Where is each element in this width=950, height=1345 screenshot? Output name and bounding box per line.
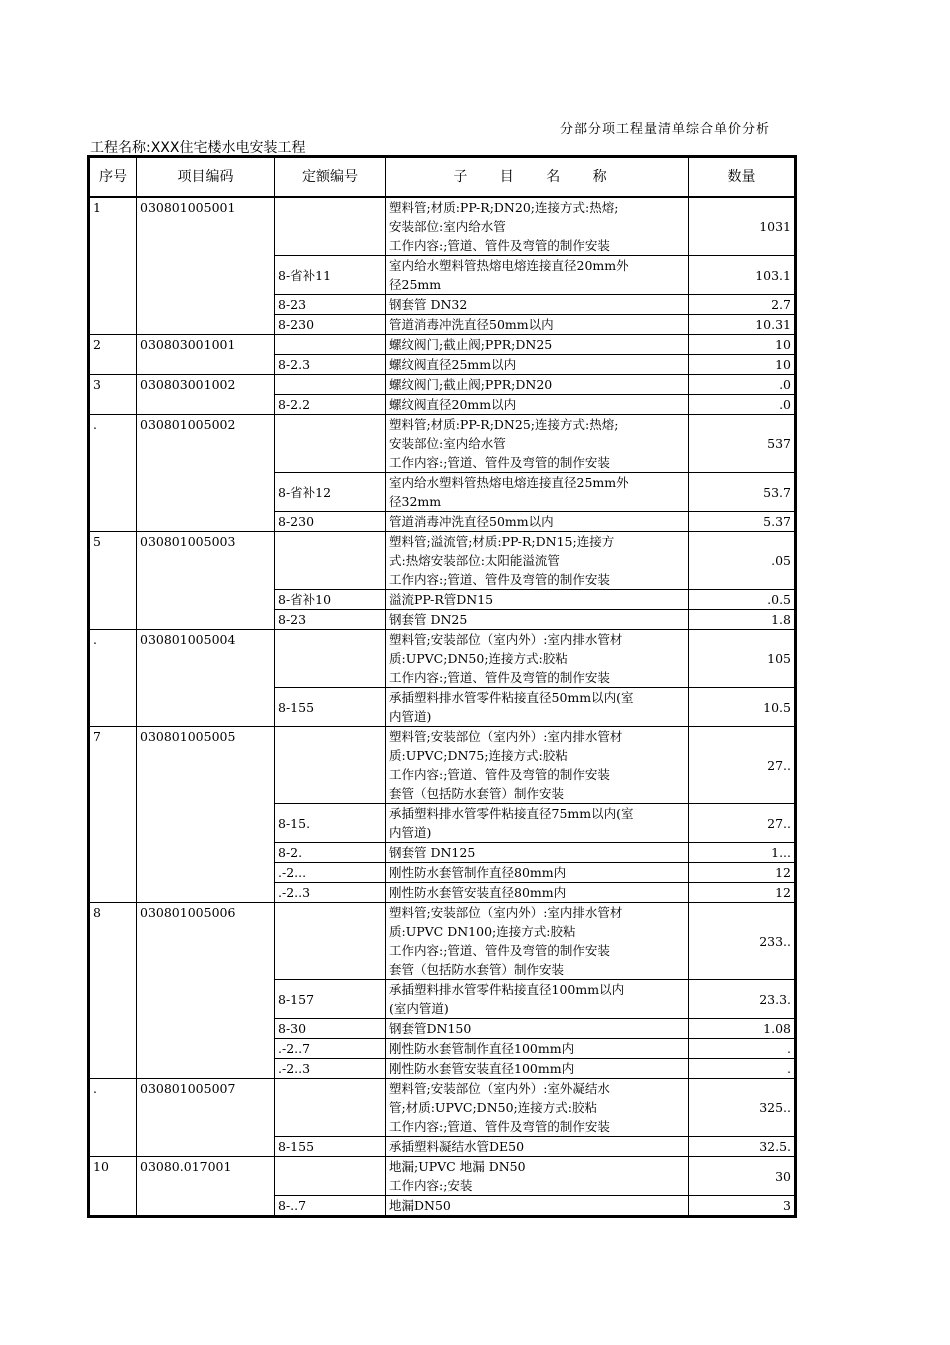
cell-quantity: 53.7 [689, 473, 795, 512]
cell-seq: 1 [90, 197, 137, 335]
column-header-qty: 数量 [689, 158, 795, 198]
cell-quota-code [275, 903, 386, 980]
cell-seq: . [90, 415, 137, 532]
cell-seq: . [90, 1079, 137, 1157]
column-header-code: 项目编码 [137, 158, 275, 198]
table-row [90, 1157, 795, 1196]
cell-seq: 10 [90, 1157, 137, 1216]
cell-item-name: 塑料管;材质:PP-R;DN20;连接方式:热熔; 安装部位:室内给水管 工作内容:;管道、管件及弯管的制作安装 [386, 197, 689, 256]
cell-item-name: 螺纹阀直径20mm以内 [386, 395, 689, 415]
document-title: 分部分项工程量清单综合单价分析 [560, 122, 771, 137]
cell-quantity: 1031 [689, 197, 795, 256]
cell-quantity: 105 [689, 630, 795, 688]
table-row [90, 903, 795, 980]
cell-quota-code: 8-230 [275, 315, 386, 335]
cell-project-code: 030801005005 [137, 727, 275, 903]
table-row [90, 1079, 795, 1137]
cell-quantity: .05 [689, 532, 795, 590]
cell-quantity: 537 [689, 415, 795, 473]
cell-quantity: . [689, 1039, 795, 1059]
cell-quantity: 5.37 [689, 512, 795, 532]
cell-quantity: 12 [689, 883, 795, 903]
cell-seq: 2 [90, 335, 137, 375]
cell-item-name: 刚性防水套管安装直径100mm内 [386, 1059, 689, 1079]
cell-project-code: 03080.017001 [137, 1157, 275, 1216]
cell-item-name: 塑料管;安装部位（室内外）:室外凝结水 管;材质:UPVC;DN50;连接方式:胶粘 工作内容:;管道、管件及弯管的制作安装 [386, 1079, 689, 1137]
cell-quantity: 1... [689, 843, 795, 863]
cell-item-name: 螺纹阀直径25mm以内 [386, 355, 689, 375]
cell-quantity: 3 [689, 1196, 795, 1216]
cell-project-code: 030801005003 [137, 532, 275, 630]
cell-quota-code [275, 1079, 386, 1137]
cell-quantity: .0 [689, 395, 795, 415]
cell-item-name: 塑料管;安装部位（室内外）:室内排水管材 质:UPVC;DN50;连接方式:胶粘 工作内容:;管道、管件及弯管的制作安装 [386, 630, 689, 688]
table-row [90, 335, 795, 355]
cell-item-name: 管道消毒冲洗直径50mm以内 [386, 315, 689, 335]
table-row [90, 630, 795, 688]
cell-quota-code: .-2..3 [275, 883, 386, 903]
cell-item-name: 钢套管 DN25 [386, 610, 689, 630]
cell-quantity: 1.8 [689, 610, 795, 630]
cell-quota-code: 8-2.2 [275, 395, 386, 415]
cell-project-code: 030803001002 [137, 375, 275, 415]
column-header-name: 子 目 名 称 [386, 158, 689, 198]
cell-quantity: 23.3. [689, 980, 795, 1019]
project-name: 工程名称:XXX住宅楼水电安装工程 [90, 140, 306, 156]
cell-item-name: 室内给水塑料管热熔电熔连接直径25mm外 径32mm [386, 473, 689, 512]
cell-quota-code [275, 335, 386, 355]
cell-item-name: 刚性防水套管制作直径80mm内 [386, 863, 689, 883]
table-row [90, 415, 795, 473]
cell-item-name: 钢套管DN150 [386, 1019, 689, 1039]
cell-quota-code [275, 532, 386, 590]
cell-item-name: 承插塑料排水管零件粘接直径50mm以内(室 内管道) [386, 688, 689, 727]
cell-quota-code: 8-30 [275, 1019, 386, 1039]
cell-item-name: 刚性防水套管制作直径100mm内 [386, 1039, 689, 1059]
cell-quantity: .0 [689, 375, 795, 395]
cell-quota-code: 8-23 [275, 295, 386, 315]
cell-item-name: 钢套管 DN32 [386, 295, 689, 315]
cell-seq: 5 [90, 532, 137, 630]
cell-quota-code: 8-2. [275, 843, 386, 863]
cell-item-name: 塑料管;安装部位（室内外）:室内排水管材 质:UPVC;DN75;连接方式:胶粘 工作内容:;管道、管件及弯管的制作安装 套管（包括防水套管）制作安装 [386, 727, 689, 804]
cell-quantity: 27.. [689, 804, 795, 843]
cell-item-name: 室内给水塑料管热熔电熔连接直径20mm外 径25mm [386, 256, 689, 295]
cell-item-name: 承插塑料排水管零件粘接直径100mm以内 (室内管道) [386, 980, 689, 1019]
cell-quota-code: 8-15. [275, 804, 386, 843]
cell-quantity: 32.5. [689, 1137, 795, 1157]
cell-quantity: 233.. [689, 903, 795, 980]
table-row [90, 532, 795, 590]
cell-project-code: 030801005001 [137, 197, 275, 335]
cell-quantity: 27.. [689, 727, 795, 804]
cell-quota-code: .-2..7 [275, 1039, 386, 1059]
cell-quota-code: 8-省补12 [275, 473, 386, 512]
cell-item-name: 承插塑料排水管零件粘接直径75mm以内(室 内管道) [386, 804, 689, 843]
cell-quantity: 10.5 [689, 688, 795, 727]
cell-seq: 3 [90, 375, 137, 415]
cell-item-name: 刚性防水套管安装直径80mm内 [386, 883, 689, 903]
cell-quota-code: .-2... [275, 863, 386, 883]
column-header-quota: 定额编号 [275, 158, 386, 198]
cell-quota-code: .-2..3 [275, 1059, 386, 1079]
cost-analysis-sheet [87, 155, 797, 1218]
cell-item-name: 螺纹阀门;截止阀;PPR;DN20 [386, 375, 689, 395]
cost-analysis-table [89, 157, 795, 1216]
cell-quota-code: 8-157 [275, 980, 386, 1019]
cell-quantity: 10 [689, 335, 795, 355]
cell-quota-code: 8-155 [275, 688, 386, 727]
cell-quota-code: 8-2.3 [275, 355, 386, 375]
cell-project-code: 030801005006 [137, 903, 275, 1079]
cell-item-name: 螺纹阀门;截止阀;PPR;DN25 [386, 335, 689, 355]
cell-quantity: 12 [689, 863, 795, 883]
cell-seq: 7 [90, 727, 137, 903]
cell-quantity: 1.08 [689, 1019, 795, 1039]
cell-item-name: 管道消毒冲洗直径50mm以内 [386, 512, 689, 532]
cell-project-code: 030801005004 [137, 630, 275, 727]
cell-quota-code: 8-23 [275, 610, 386, 630]
cell-item-name: 塑料管;溢流管;材质:PP-R;DN15;连接方 式:热熔安装部位:太阳能溢流管 工作内容:;管道、管件及弯管的制作安装 [386, 532, 689, 590]
cell-item-name: 承插塑料凝结水管DE50 [386, 1137, 689, 1157]
cell-quota-code [275, 197, 386, 256]
cell-quantity: 325.. [689, 1079, 795, 1137]
table-row [90, 375, 795, 395]
cell-item-name: 溢流PP-R管DN15 [386, 590, 689, 610]
cell-quota-code [275, 727, 386, 804]
cell-quota-code: 8-省补11 [275, 256, 386, 295]
cell-quota-code [275, 630, 386, 688]
table-row [90, 197, 795, 256]
cell-item-name: 钢套管 DN125 [386, 843, 689, 863]
cell-project-code: 030803001001 [137, 335, 275, 375]
cell-quota-code: 8-省补10 [275, 590, 386, 610]
table-header-row [90, 158, 795, 198]
cell-item-name: 地漏;UPVC 地漏 DN50 工作内容:;安装 [386, 1157, 689, 1196]
cell-quantity: 103.1 [689, 256, 795, 295]
column-header-seq: 序号 [90, 158, 137, 198]
cell-quota-code [275, 415, 386, 473]
table-row [90, 727, 795, 804]
cell-item-name: 地漏DN50 [386, 1196, 689, 1216]
table-body [90, 197, 795, 1216]
cell-quantity: 30 [689, 1157, 795, 1196]
cell-quota-code: 8-230 [275, 512, 386, 532]
cell-quantity: . [689, 1059, 795, 1079]
cell-quota-code: 8-155 [275, 1137, 386, 1157]
cell-quantity: 2.7 [689, 295, 795, 315]
cell-quota-code: 8-..7 [275, 1196, 386, 1216]
cell-quantity: 10.31 [689, 315, 795, 335]
cell-project-code: 030801005007 [137, 1079, 275, 1157]
cell-quota-code [275, 1157, 386, 1196]
cell-item-name: 塑料管;安装部位（室内外）:室内排水管材 质:UPVC DN100;连接方式:胶粘 工作内容:;管道、管件及弯管的制作安装 套管（包括防水套管）制作安装 [386, 903, 689, 980]
cell-quantity: .0.5 [689, 590, 795, 610]
cell-seq: 8 [90, 903, 137, 1079]
cell-seq: . [90, 630, 137, 727]
cell-project-code: 030801005002 [137, 415, 275, 532]
cell-quantity: 10 [689, 355, 795, 375]
cell-quota-code [275, 375, 386, 395]
cell-item-name: 塑料管;材质:PP-R;DN25;连接方式:热熔; 安装部位:室内给水管 工作内容:;管道、管件及弯管的制作安装 [386, 415, 689, 473]
